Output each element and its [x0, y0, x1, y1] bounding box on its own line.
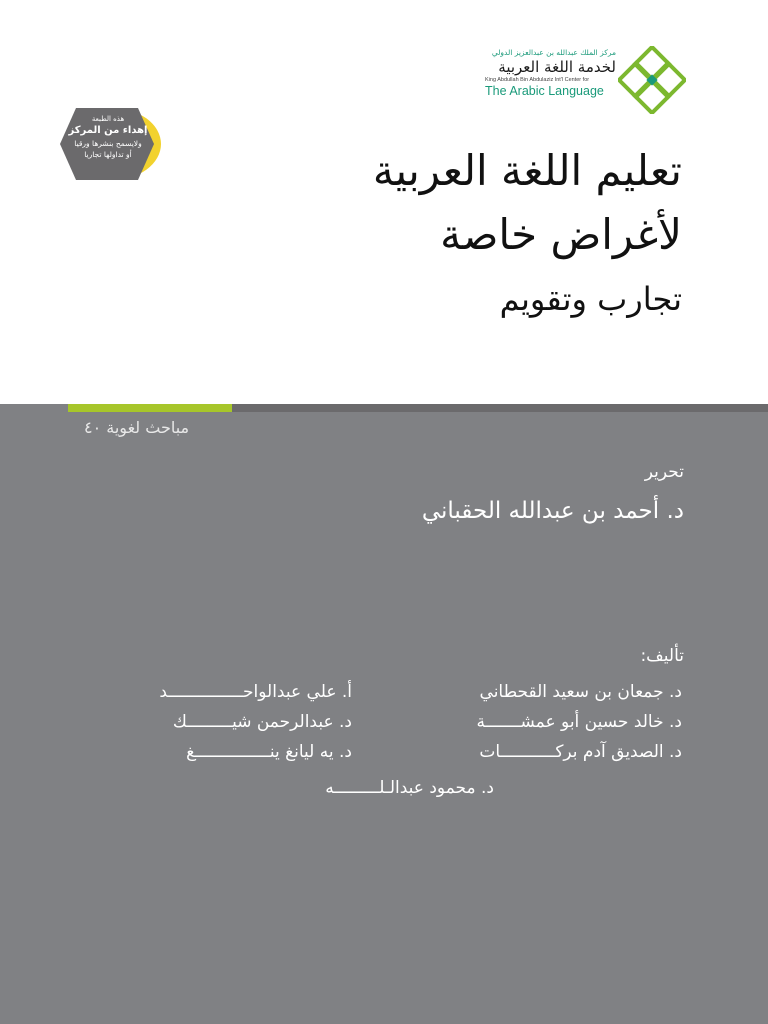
author-name: د. الصديق آدم بركـــــــــــات: [479, 742, 682, 762]
accent-strip-green: [68, 404, 232, 412]
author-name: د. عبدالرحمن شيـــــــــك: [172, 712, 352, 732]
authors-label: تأليف:: [640, 646, 684, 666]
logo-arabic-title: لخدمة اللغة العربية: [498, 58, 616, 76]
author-name: د. خالد حسين أبو عمشـــــــة: [476, 712, 682, 732]
badge-text: [62, 114, 154, 160]
center-logo-icon: [618, 46, 686, 114]
badge-line-4: أو تداولها تجاريا: [84, 150, 132, 159]
series-label: مباحث لغوية ٤٠: [84, 418, 190, 437]
author-name: د. يه ليانغ ينـــــــــــــــغ: [186, 742, 352, 762]
accent-strip-dark: [232, 404, 768, 412]
logo-english-title: The Arabic Language: [485, 84, 604, 98]
badge-line-2: إهداء من المركز: [68, 125, 148, 136]
author-name: د. جمعان بن سعيد القحطاني: [479, 682, 682, 702]
logo-text-block: [476, 48, 616, 99]
book-title-line-1: تعليم اللغة العربية: [372, 146, 682, 195]
badge-line-1: هذه الطبعة: [91, 115, 125, 123]
author-name: د. محمود عبدالـلـــــــــه: [325, 778, 494, 798]
author-name: أ. علي عبدالواحـــــــــــــــد: [159, 682, 352, 702]
editing-label: تحرير: [644, 462, 684, 482]
logo-english-small: King Abdullah Bin Abdulaziz Int'l Center for: [485, 77, 590, 83]
editor-name: د. أحمد بن عبدالله الحقباني: [421, 498, 684, 524]
book-title-line-2: لأغراض خاصة: [440, 210, 682, 259]
logo-arabic-small: مركز الملك عبدالله بن عبدالعزيز الدولي: [491, 48, 616, 57]
book-subtitle: تجارب وتقويم: [499, 280, 682, 318]
badge-line-3: ولايسمح بنشرها ورقيا: [74, 139, 142, 148]
